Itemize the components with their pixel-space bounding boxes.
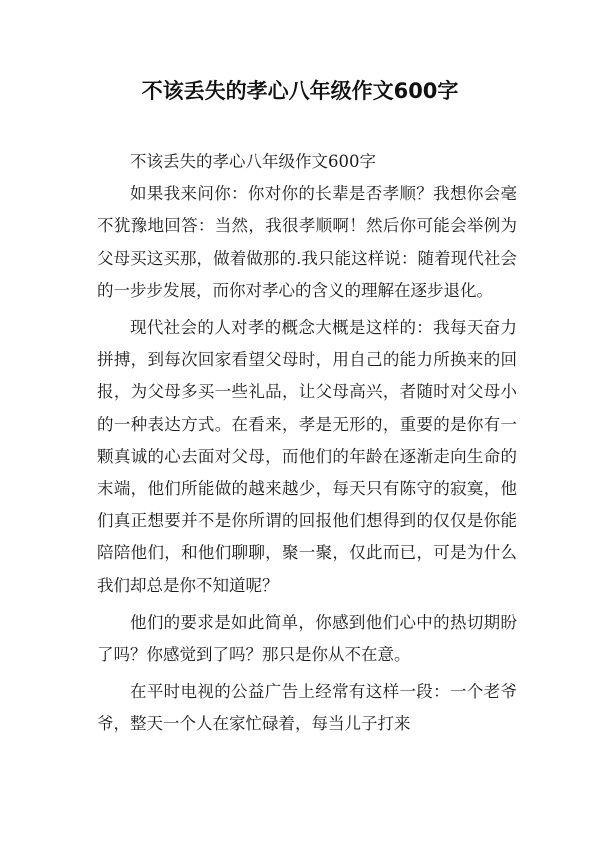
paragraph-2: 现代社会的人对孝的概念大概是这样的：我每天奋力拼搏，到每次回家看望父母时，用自己的能力所换来的回报，为父母多买一些礼品，让父母高兴，者随时对父母小的一种表达方式。在看来，孝是无形的，重要的是你有一颗真诚的心去面对父母，而他们的年龄在逐渐走向生命的末端，他们所能做的越来越少，每天只有陈守的寂寞，他们真正想要并不是你所谓的回报他们想得到的仅仅是你能陪陪他们，和他们聊聊，聚一聚，仅此而已，可是为什么我们却总是你不知道呢？	[97, 318, 517, 595]
document-body	[97, 146, 517, 746]
paragraph-4: 在平时电视的公益广告上经常有这样一段：一个老爷爷，整天一个人在家忙碌着，每当儿子打来	[97, 682, 517, 734]
paragraph-subtitle: 不该丢失的孝心八年级作文600字	[130, 152, 376, 171]
paragraph-1: 如果我来问你：你对你的长辈是否孝顺？我想你会毫不犹豫地回答：当然，我很孝顺啊！然后你可能会举例为父母买这买那，做着做那的.我只能这样说：随着现代社会的一步步发展，而你对孝心的含义的理解在逐步退化。	[97, 184, 517, 300]
document-title: 不该丢失的孝心八年级作文600字	[141, 79, 459, 103]
paragraph-3: 他们的要求是如此简单，你感到他们心中的热切期盼了吗？你感觉到了吗？那只是你从不在意。	[97, 612, 517, 665]
